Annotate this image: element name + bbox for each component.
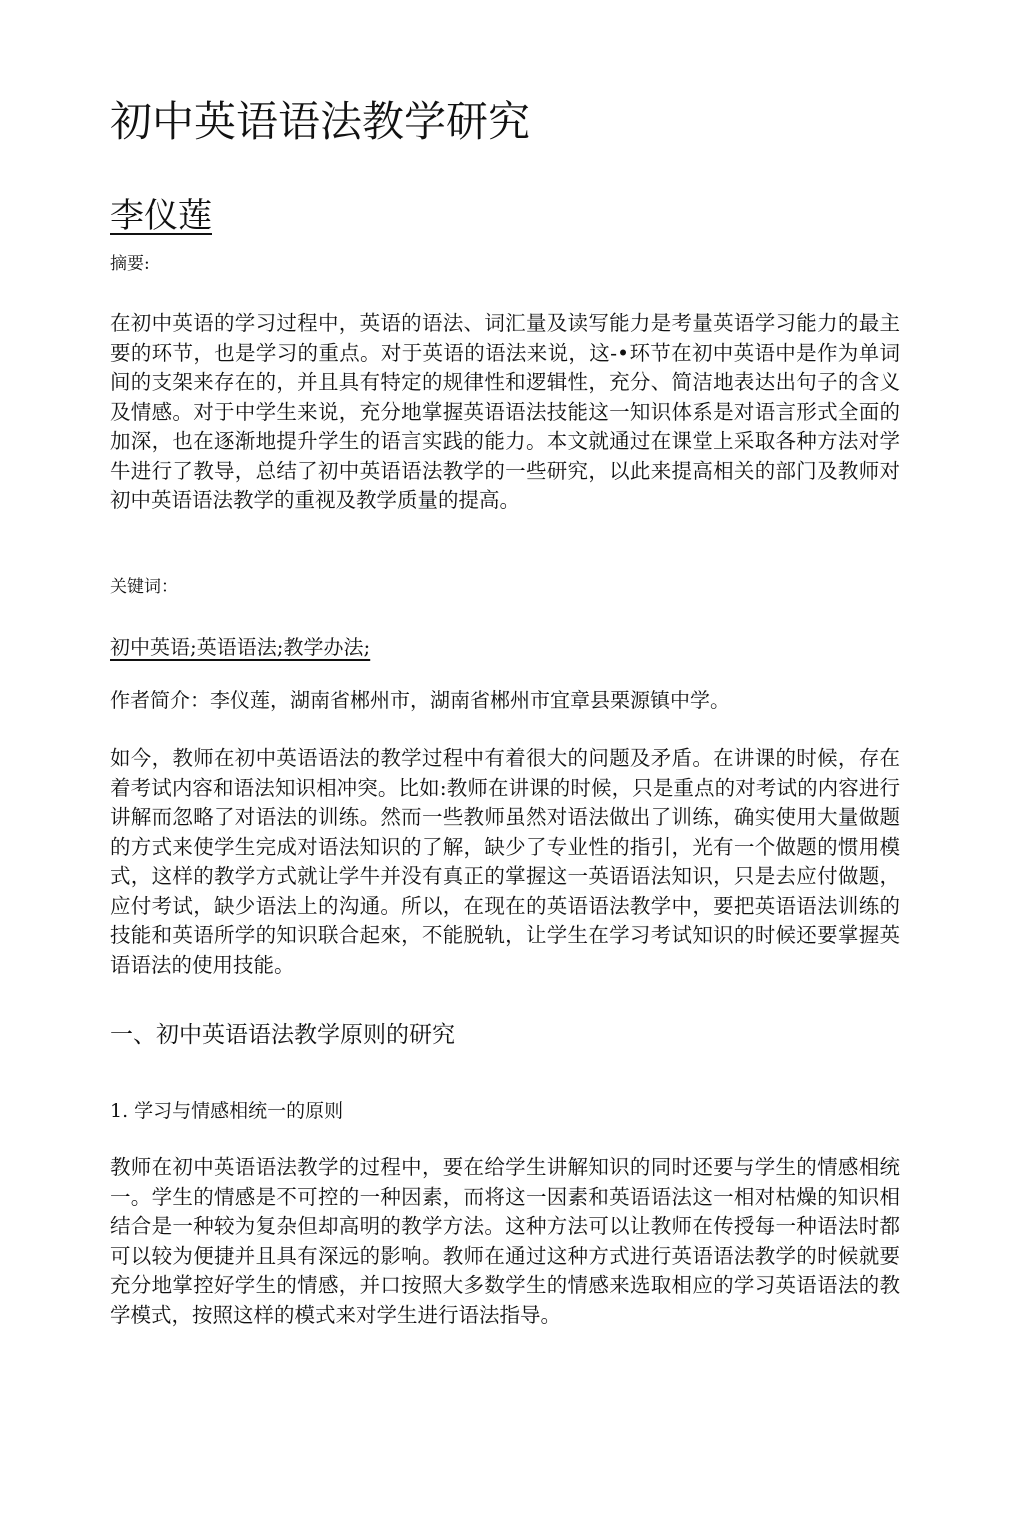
author-intro: 作者简介：李仪莲，湖南省郴州市，湖南省郴州市宜章县栗源镇中学。	[110, 688, 730, 712]
subsection-text: 教师在初中英语语法教学的过程中，要在给学生讲解知识的同时还要与学生的情感相统一。学生的情感是不可控的一种因素，而将这一因素和英语语法这一相对枯燥的知识相结合是一种较为复杂但却高明的教学方法。这种方法可以让教师在传授每一种语法时都可以较为便捷并且具有深远的影响。教师在通过这种方式进行英语语法教学的时候就要充分地掌控好学生的情感，并口按照大多数学生的情感来选取相应的学习英语语法的教学模式，按照这样的模式来对学生进行语法指导。	[110, 1155, 900, 1327]
subsection-heading: 1. 学习与情感相统一的原则	[110, 1100, 344, 1122]
keywords: 初中英语;英语语法;教学办法;	[110, 635, 371, 659]
author-name: 李仪莲	[110, 196, 212, 236]
intro-paragraph: 如今，教师在初中英语语法的教学过程中有着很大的问题及矛盾。在讲课的时候，存在着考试内容和语法知识相冲突。比如:教师在讲课的时候，只是重点的对考试的内容进行讲解而忽略了对语法的训练。然而一些教师虽然对语法做出了训练，确实使用大量做题的方式来使学生完成对语法知识的了解，缺少了专业性的指引，光有一个做题的惯用模式，这样的教学方式就让学牛并没有真正的掌握这一英语语法知识，只是去应付做题，应付考试，缺少语法上的沟通。所以，在现在的英语语法教学中，要把英语语法训练的技能和英语所学的知识联合起來，不能脱轨，让学生在学习考试知识的时候还要掌握英语语法的使用技能。	[110, 746, 900, 977]
section-heading: 一、初中英语语法教学原则的研究	[110, 1022, 455, 1048]
keywords-label: 关键词：	[110, 577, 178, 597]
document-title: 初中英语语法教学研究	[110, 97, 531, 146]
abstract-text: 在初中英语的学习过程中，英语的语法、词汇量及读写能力是考量英语学习能力的最主要的环节，也是学习的重点。对于英语的语法来说，这-•环节在初中英语中是作为单词间的支架来存在的，并且具有特定的规律性和逻辑性，充分、简洁地表达出句子的含义及情感。对于中学生来说，充分地掌握英语语法技能这一知识体系是对语言形式全面的加深，也在逐渐地提升学生的语言实践的能力。本文就通过在课堂上采取各种方法对学牛进行了教导，总结了初中英语语法教学的一些研究，以此来提高相关的部门及教师对初中英语语法教学的重视及教学质量的提高。	[110, 311, 900, 512]
abstract-label: 摘要:	[110, 254, 150, 274]
